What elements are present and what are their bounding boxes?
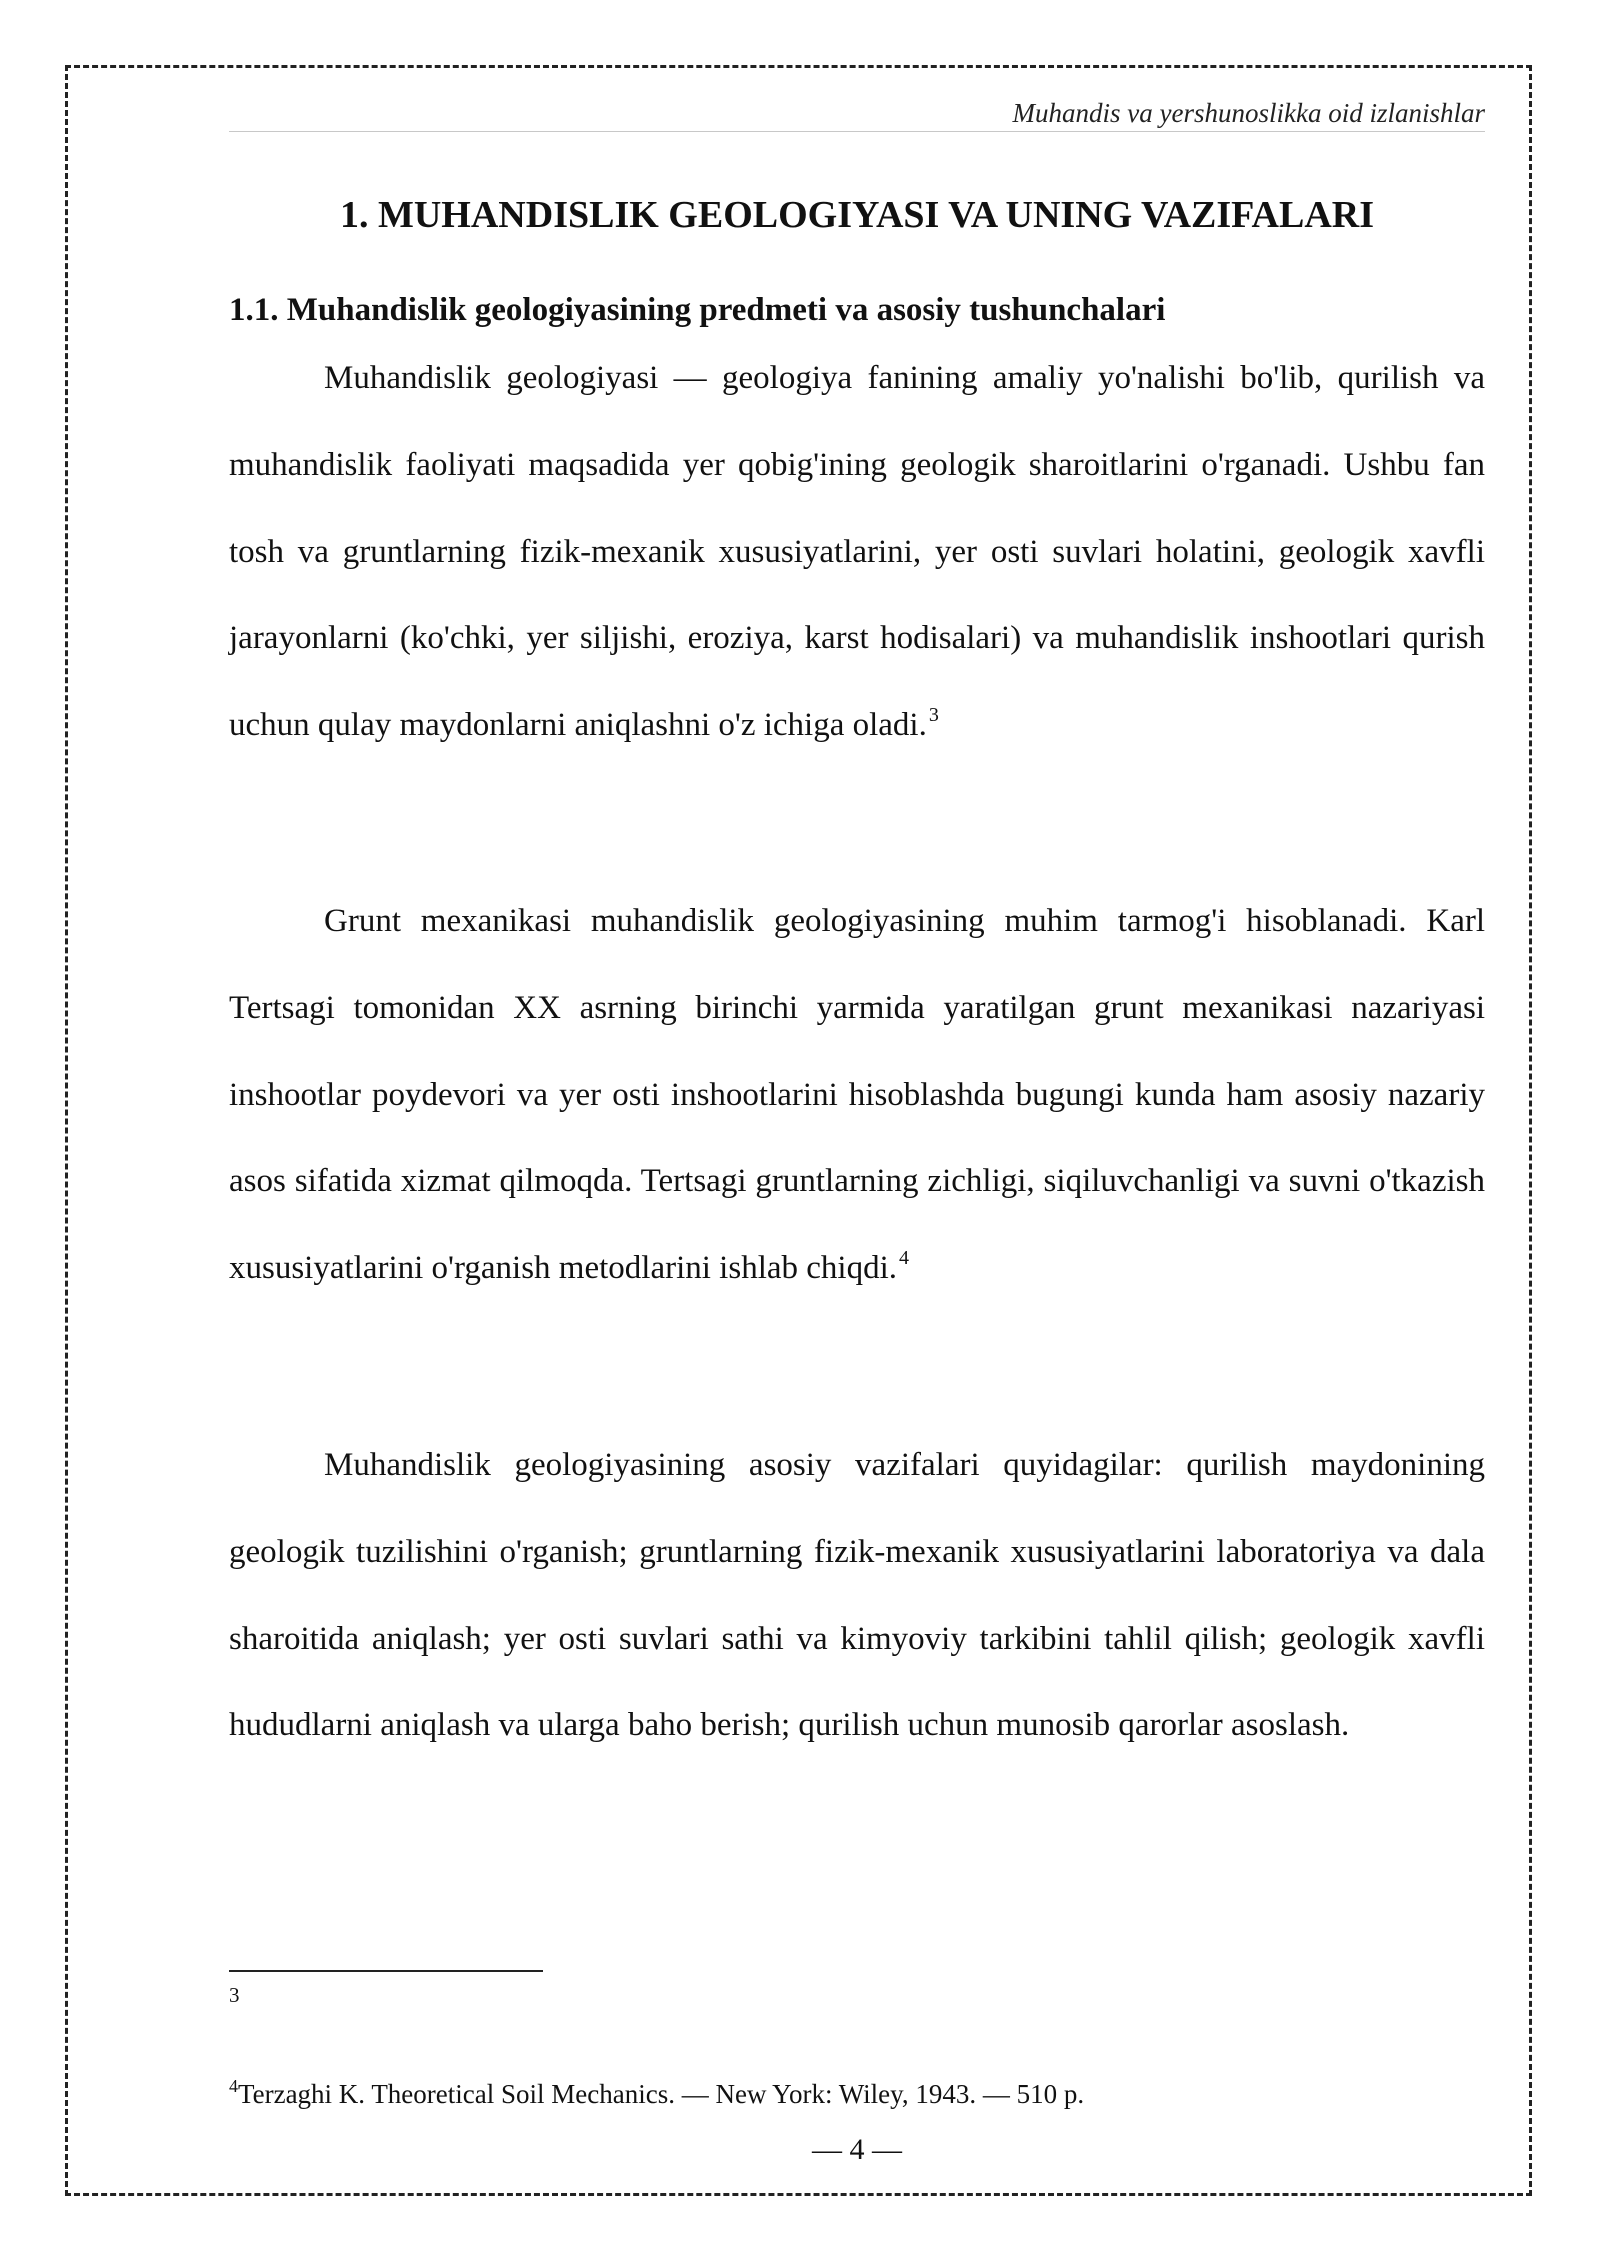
page-number: — 4 — xyxy=(812,2133,902,2166)
paragraph-text: Muhandislik geologiyasining asosiy vazifalari quyidagilar: qurilish maydonining geologik tuzilishini o'rganish; gruntlarning fizik-mexanik xususiyatlarini laboratoriya va dala sharoitida aniqlash; yer osti suvlari sathi va kimyoviy tarkibini tahlil qilish; geologik xavfli hududlarni aniqlash va ularga baho berish; qurilish uchun munosib qarorlar asoslash. xyxy=(229,1447,1485,1744)
running-header: Muhandis va yershunoslikka oid izlanishlar xyxy=(1012,98,1485,128)
paragraph-text: Grunt mexanikasi muhandislik geologiyasining muhim tarmog'i hisoblanadi. Karl Tertsagi tomonidan XX asrning birinchi yarmida yaratilgan grunt mexanikasi nazariyasi inshootlar poydevori va yer osti inshootlarini hisoblashda bugungi kunda ham asosiy nazariy asos sifatida xizmat qilmoqda. Tertsagi gruntlarning zichligi, siqiluvchanligi va suvni o'tkazish xususiyatlarini o'rganish metodlarini ishlab chiqdi. xyxy=(229,903,1485,1287)
section-title: 1.1. Muhandislik geologiyasining predmeti va asosiy tushunchalari xyxy=(229,292,1166,328)
footnote-reference[interactable]: 4 xyxy=(899,1247,909,1270)
footnote-separator xyxy=(229,1970,543,1972)
footnote-text: Terzaghi K. Theoretical Soil Mechanics. — New York: Wiley, 1943. — 510 p. xyxy=(238,2079,1085,2109)
footnote-reference[interactable]: 3 xyxy=(928,704,939,727)
chapter-title: 1. MUHANDISLIK GEOLOGIYASI VA UNING VAZIFALARI xyxy=(340,194,1374,236)
body-paragraph xyxy=(229,878,1485,1312)
footnote-4 xyxy=(229,2077,1485,2114)
footnote-3 xyxy=(229,1978,1485,2012)
body-paragraph xyxy=(229,335,1485,769)
body-paragraph xyxy=(229,1422,1485,1769)
footnote-number: 3 xyxy=(229,1983,240,2007)
paragraph-text: Muhandislik geologiyasi — geologiya fanining amaliy yo'nalishi bo'lib, qurilish va muhandislik faoliyati maqsadida yer qobig'ining geologik sharoitlarini o'rganadi. Ushbu fan tosh va gruntlarning fizik-mexanik xususiyatlarini, yer osti suvlari holatini, geologik xavfli jarayonlarni (ko'chki, yer siljishi, eroziya, karst hodisalari) va muhandislik inshootlari qurish uchun qulay maydonlarni aniqlashni o'z ichiga oladi. xyxy=(229,360,1485,744)
header-divider xyxy=(229,131,1485,132)
footnote-number: 4 xyxy=(229,2076,238,2096)
